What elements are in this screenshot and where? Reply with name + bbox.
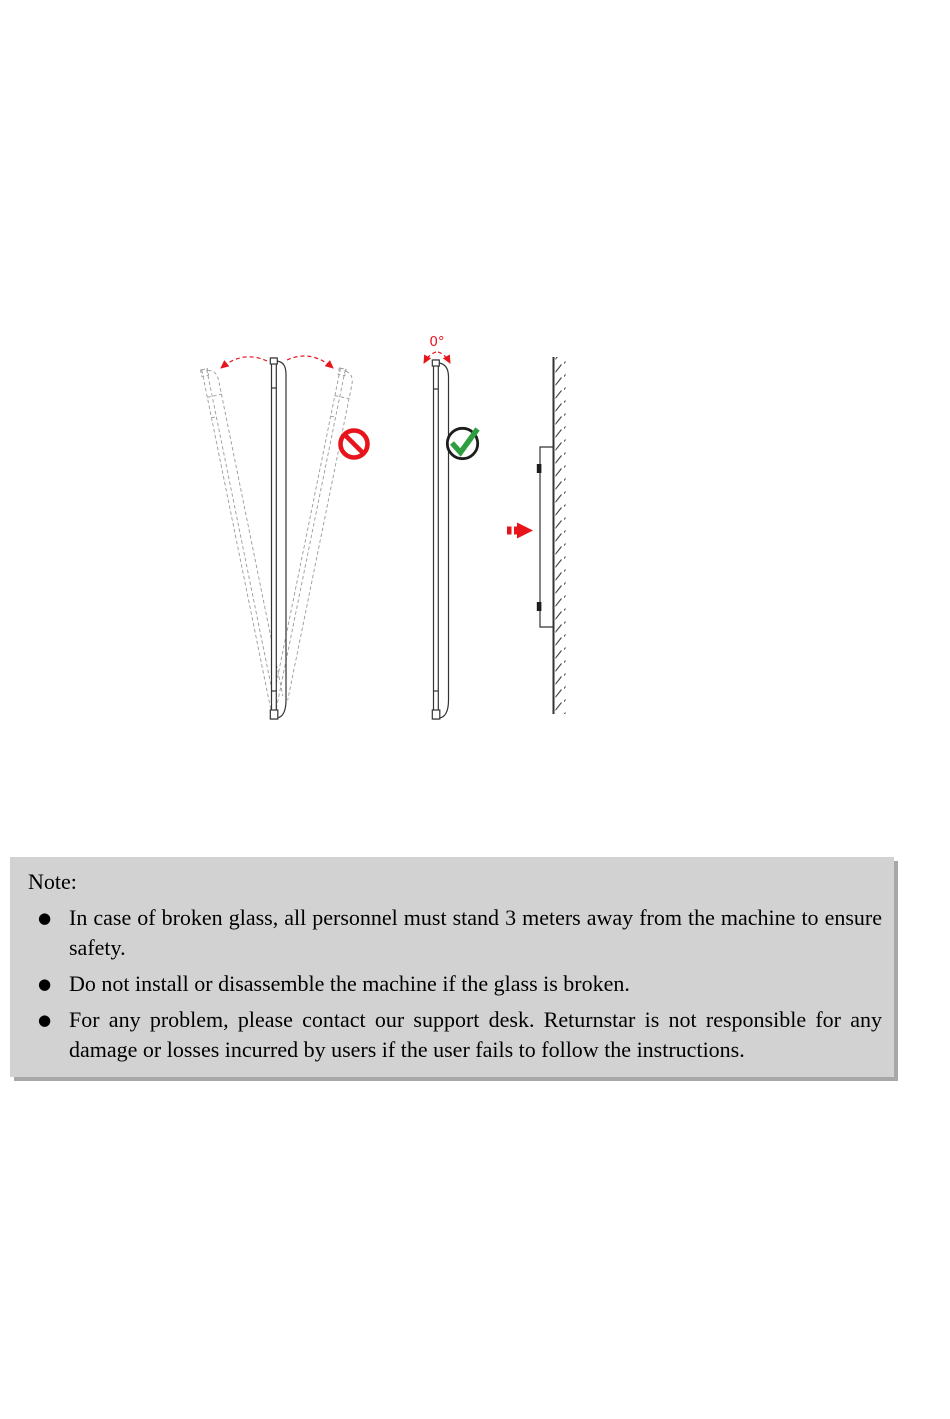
ghost-tick (335, 396, 349, 399)
bullet-icon: ● (38, 1011, 52, 1029)
wall-mount-figure (507, 357, 566, 714)
bullet-icon: ● (38, 975, 52, 993)
note-item (28, 969, 882, 999)
panel-top-cap (270, 358, 277, 364)
bracket-hook-top (537, 464, 542, 473)
panel-bottom-foot (432, 710, 440, 719)
panel-back-edge (277, 361, 286, 718)
note-item-text: For any problem, please contact our support desk. Returnstar is not responsible for any damage or losses incurred by users if the user fails to follow the instructions. (69, 1007, 882, 1062)
panel-bottom-foot (270, 710, 278, 719)
note-item (28, 1005, 882, 1065)
panel-back-edge (439, 363, 449, 718)
note-box (10, 857, 894, 1077)
arrow-head (517, 523, 533, 539)
note-title: Note: (28, 869, 77, 894)
note-item-text: Do not install or disassemble the machine if the glass is broken. (69, 971, 630, 996)
tilted-panel-ghost-right (270, 368, 355, 712)
tilt-arrow-right (287, 356, 333, 368)
panel-front-slab (272, 358, 277, 719)
tilt-arrow-left (221, 357, 267, 368)
panel-top-cap (432, 360, 439, 366)
ghost-tick (331, 416, 337, 417)
note-item-text: In case of broken glass, all personnel must stand 3 meters away from the machine to ensure safety. (69, 905, 882, 960)
ghost-front-slab (271, 368, 345, 710)
bracket-hook-bottom (537, 602, 542, 611)
prohibited-slash (345, 435, 363, 453)
tilt-prohibited-figure (201, 356, 368, 719)
ghost-back-edge (279, 371, 354, 700)
panel-front-slab (434, 360, 439, 719)
prohibited-icon (341, 431, 368, 458)
note-list (28, 903, 882, 1065)
check-icon (447, 428, 477, 458)
panel-side-view-left (270, 358, 286, 719)
push-to-wall-arrow-icon (507, 523, 533, 539)
panel-side-view-middle (432, 360, 448, 719)
note-item (28, 903, 882, 963)
wall-hatching (556, 357, 566, 714)
bullet-icon: ● (38, 909, 52, 927)
vertical-correct-figure (424, 334, 478, 719)
ghost-front-slab (202, 369, 276, 711)
zero-degree-label: 0° (429, 334, 445, 350)
ghost-tick (207, 394, 221, 397)
mount-bracket (540, 447, 554, 627)
